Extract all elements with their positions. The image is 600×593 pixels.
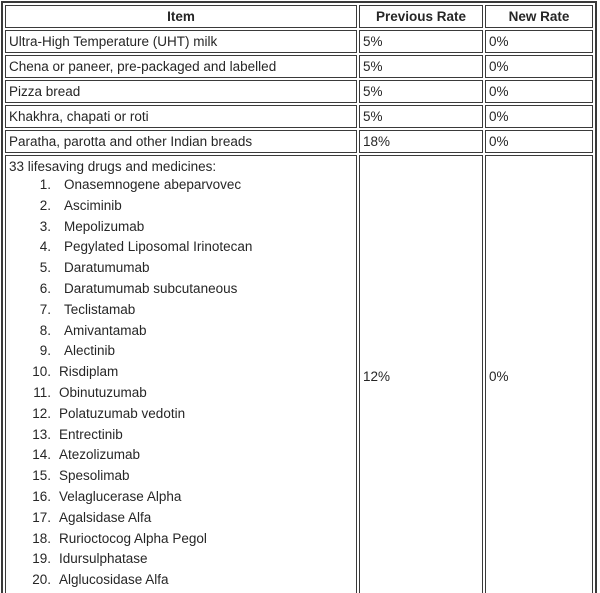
drug-list-item — [9, 508, 353, 529]
drug-list-item — [9, 196, 353, 217]
drug-list-item — [9, 258, 353, 279]
drug-list-item — [9, 487, 353, 508]
new-rate-cell: 0% — [485, 80, 593, 103]
drug-list-item — [9, 404, 353, 425]
drug-list-item — [9, 341, 353, 362]
drug-number: 19. — [32, 551, 51, 567]
previous-rate-cell: 18% — [359, 130, 483, 153]
drug-list-item — [9, 570, 353, 591]
new-rate-cell: 0% — [485, 130, 593, 153]
previous-rate-cell: 5% — [359, 105, 483, 128]
table-row-paratha — [5, 130, 593, 153]
drug-name: Spesolimab — [59, 468, 130, 484]
drug-name: Atezolizumab — [59, 447, 141, 463]
drug-name: Polatuzumab vedotin — [59, 405, 186, 421]
drug-number: 17. — [32, 509, 51, 525]
drug-name: Daratumumab — [64, 260, 150, 276]
col-header-previous-rate: Previous Rate — [359, 5, 483, 28]
drug-number: 11. — [33, 384, 51, 400]
new-rate-cell: 0% — [485, 155, 593, 593]
drug-list-item — [9, 237, 353, 258]
drug-name: Teclistamab — [64, 301, 136, 317]
drug-name: Onasemnogene abeparvovec — [64, 177, 242, 192]
drug-name: Rurioctocog Alpha Pegol — [59, 530, 207, 546]
drug-number: 4. — [39, 239, 51, 255]
previous-rate-cell: 5% — [359, 80, 483, 103]
item-cell — [5, 155, 357, 593]
drug-list-item — [9, 549, 353, 570]
drug-list-item — [9, 300, 353, 321]
drug-number: 13. — [32, 426, 51, 442]
drug-name: Alglucosidase Alfa — [59, 572, 169, 588]
header-row — [5, 5, 593, 28]
drug-list-item — [9, 175, 353, 196]
drug-name: Velaglucerase Alpha — [59, 488, 182, 504]
table-row-pizza-bread — [5, 80, 593, 103]
table-row-lifesaving-drugs — [5, 155, 593, 593]
drug-list — [9, 175, 353, 591]
drug-name: Entrectinib — [59, 426, 123, 442]
new-rate-cell: 0% — [485, 105, 593, 128]
drug-list-item — [9, 217, 353, 238]
gst-rate-table — [1, 1, 597, 593]
drug-number: 10. — [32, 364, 51, 380]
drug-number: 1. — [39, 177, 51, 192]
previous-rate-cell: 5% — [359, 30, 483, 53]
drug-list-item — [9, 321, 353, 342]
drug-name: Daratumumab subcutaneous — [64, 280, 238, 296]
drug-name: Asciminib — [64, 197, 122, 213]
drug-list-item — [9, 445, 353, 466]
previous-rate-cell: 5% — [359, 55, 483, 78]
drug-name: Risdiplam — [59, 364, 119, 380]
previous-rate-cell: 12% — [359, 155, 483, 593]
drug-number: 14. — [32, 447, 51, 463]
drug-number: 18. — [32, 530, 51, 546]
item-cell: Khakhra, chapati or roti — [5, 105, 357, 128]
drug-number: 15. — [32, 468, 51, 484]
drug-name: Obinutuzumab — [59, 384, 147, 400]
drug-name: Agalsidase Alfa — [59, 509, 152, 525]
drug-number: 7. — [39, 301, 51, 317]
drug-number: 5. — [39, 260, 51, 276]
new-rate-cell: 0% — [485, 30, 593, 53]
drug-name: Amivantamab — [64, 322, 147, 338]
item-cell: Pizza bread — [5, 80, 357, 103]
drug-number: 3. — [39, 218, 51, 234]
drug-number: 12. — [32, 405, 51, 421]
table-row-uht-milk — [5, 30, 593, 53]
drug-number: 9. — [39, 343, 51, 359]
drug-list-item — [9, 279, 353, 300]
table-row-khakhra — [5, 105, 593, 128]
drug-list-item — [9, 383, 353, 404]
drug-number: 6. — [39, 280, 51, 296]
drug-name: Pegylated Liposomal Irinotecan — [64, 239, 253, 255]
drug-number: 20. — [32, 572, 51, 588]
drug-number: 16. — [32, 488, 51, 504]
new-rate-cell: 0% — [485, 55, 593, 78]
table-row-chena-paneer — [5, 55, 593, 78]
drug-name: Mepolizumab — [64, 218, 145, 234]
drug-list-item — [9, 425, 353, 446]
col-header-item: Item — [5, 5, 357, 28]
item-cell: Chena or paneer, pre-packaged and labelled — [5, 55, 357, 78]
drug-number: 2. — [39, 197, 51, 213]
drug-group-label: 33 lifesaving drugs and medicines: — [9, 159, 217, 174]
drug-list-item — [9, 466, 353, 487]
drug-name: Alectinib — [64, 343, 116, 359]
drug-name: Idursulphatase — [59, 551, 148, 567]
drug-number: 8. — [39, 322, 51, 338]
item-cell: Paratha, parotta and other Indian breads — [5, 130, 357, 153]
item-cell: Ultra-High Temperature (UHT) milk — [5, 30, 357, 53]
drug-list-item — [9, 362, 353, 383]
col-header-new-rate: New Rate — [485, 5, 593, 28]
drug-list-item — [9, 529, 353, 550]
